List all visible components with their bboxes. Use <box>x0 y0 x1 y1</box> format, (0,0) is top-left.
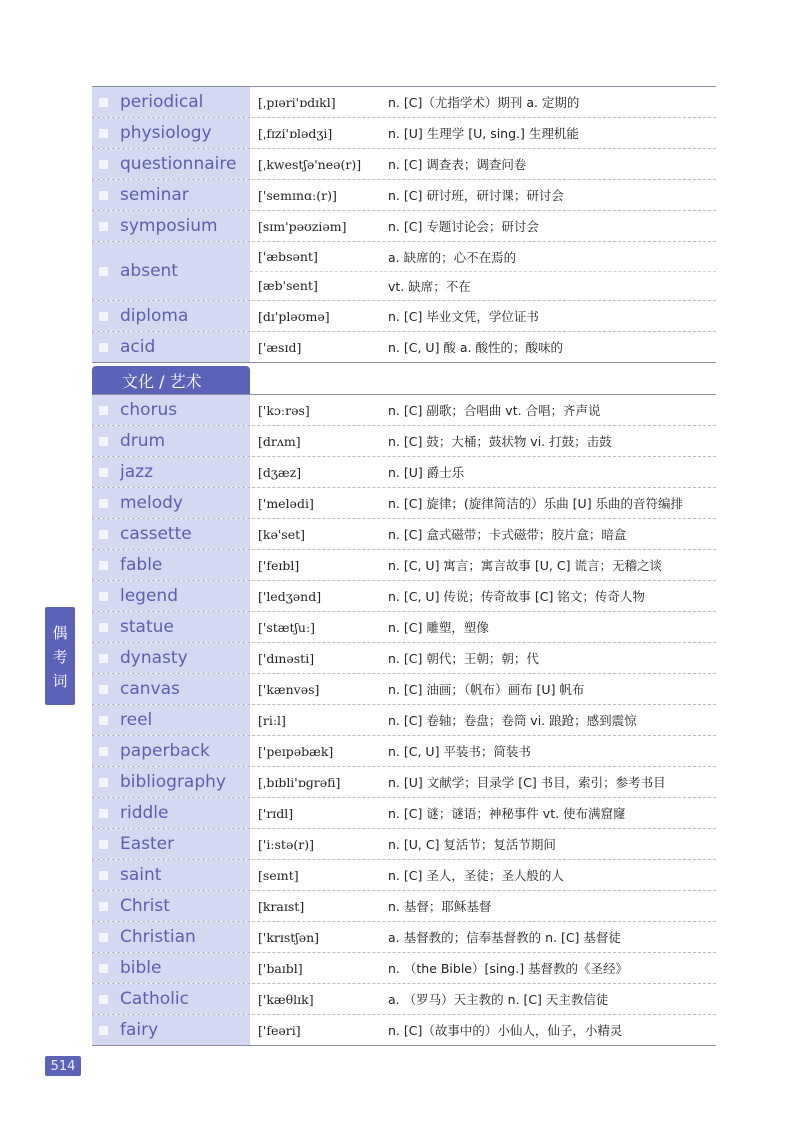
table-row <box>92 953 716 984</box>
section-title: 文化 / 艺术 <box>92 366 250 394</box>
word: seminar <box>120 185 189 205</box>
checkbox-icon[interactable] <box>99 933 108 942</box>
definition: n. [C] 油画；（帆布）画布 [U] 帆布 <box>388 682 585 697</box>
checkbox-icon[interactable] <box>99 654 108 663</box>
phonetic: [dɪ'pləʊmə] <box>258 308 330 324</box>
definition: n. [C]（尤指学术）期刊 a. 定期的 <box>388 95 580 110</box>
sense-line <box>250 271 716 300</box>
table-row <box>92 829 716 860</box>
definition: n. [U] 文献学；目录学 [C] 书目，索引；参考书目 <box>388 775 666 790</box>
checkbox-icon[interactable] <box>99 685 108 694</box>
table-row <box>92 242 716 301</box>
word-cell <box>92 612 250 642</box>
definition: a. 缺席的；心不在焉的 <box>388 249 517 265</box>
word-cell <box>92 488 250 518</box>
phonetic: ['melədi] <box>258 495 314 511</box>
word: fable <box>120 555 163 575</box>
word: symposium <box>120 216 218 236</box>
phonetic: ['feəri] <box>258 1022 301 1038</box>
word-cell <box>92 798 250 828</box>
checkbox-icon[interactable] <box>99 343 108 352</box>
word: saint <box>120 865 162 885</box>
phonetic: [kraɪst] <box>258 898 305 914</box>
phonetic: [seɪnt] <box>258 867 299 883</box>
checkbox-icon[interactable] <box>99 129 108 138</box>
definition: n. [C] 专题讨论会；研讨会 <box>388 219 539 234</box>
side-tab-char: 词 <box>52 671 68 690</box>
definition: n. [C, U] 平装书；简装书 <box>388 744 531 759</box>
table-row <box>92 395 716 426</box>
table-row <box>92 519 716 550</box>
checkbox-icon[interactable] <box>99 623 108 632</box>
word: Catholic <box>120 989 189 1009</box>
side-category-tab <box>45 607 75 705</box>
word: fairy <box>120 1020 159 1040</box>
definition: n. [C] 谜；谜语；神秘事件 vt. 使布满窟窿 <box>388 806 626 821</box>
word: diploma <box>120 306 189 326</box>
word-cell <box>92 519 250 549</box>
table-row <box>92 118 716 149</box>
phonetic: ['semɪnɑː(r)] <box>258 187 337 203</box>
checkbox-icon[interactable] <box>99 437 108 446</box>
table-row <box>92 643 716 674</box>
word: acid <box>120 337 156 357</box>
table-row <box>92 612 716 643</box>
word: riddle <box>120 803 169 823</box>
checkbox-icon[interactable] <box>99 840 108 849</box>
definition: n. [C] 盒式磁带；卡式磁带；胶片盒；暗盒 <box>388 527 627 542</box>
checkbox-icon[interactable] <box>99 716 108 725</box>
phonetic: ['iːstə(r)] <box>258 836 314 852</box>
word-cell <box>92 891 250 921</box>
phonetic: ['ledʒənd] <box>258 588 322 604</box>
definition: n. [C] 研讨班，研讨课；研讨会 <box>388 188 564 203</box>
checkbox-icon[interactable] <box>99 530 108 539</box>
checkbox-icon[interactable] <box>99 160 108 169</box>
vocabulary-table-top <box>92 86 716 363</box>
phonetic: ['baɪbl] <box>258 960 303 976</box>
definition: n. [U, C] 复活节；复活节期间 <box>388 837 556 852</box>
phonetic: [ˌpɪəri'ɒdɪkl] <box>258 94 336 110</box>
word-cell <box>92 180 250 210</box>
checkbox-icon[interactable] <box>99 406 108 415</box>
word: chorus <box>120 400 178 420</box>
definition: n. [C] 毕业文凭，学位证书 <box>388 309 539 324</box>
phonetic: [kə'set] <box>258 526 305 542</box>
phonetic: ['rɪdl] <box>258 805 294 821</box>
checkbox-icon[interactable] <box>99 561 108 570</box>
table-row <box>92 488 716 519</box>
word-cell <box>92 426 250 456</box>
word: dynasty <box>120 648 188 668</box>
phonetic: [drʌm] <box>258 433 301 449</box>
word-cell <box>92 211 250 241</box>
phonetic: ['æsɪd] <box>258 339 302 355</box>
word-cell <box>92 550 250 580</box>
table-row <box>92 149 716 180</box>
checkbox-icon[interactable] <box>99 1026 108 1035</box>
phonetic: [dʒæz] <box>258 464 302 480</box>
section-header <box>92 366 716 395</box>
table-row <box>92 301 716 332</box>
word-cell <box>92 767 250 797</box>
definition: n. [C, U] 传说；传奇故事 [C] 铭文；传奇人物 <box>388 589 645 604</box>
definition: n. 基督；耶稣基督 <box>388 899 492 914</box>
definition: n. [C] 卷轴；卷盘；卷筒 vi. 踉跄；感到震惊 <box>388 713 637 728</box>
checkbox-icon[interactable] <box>99 222 108 231</box>
word: absent <box>120 261 178 281</box>
table-row <box>92 891 716 922</box>
definition: n. [C, U] 寓言；寓言故事 [U, C] 谎言；无稽之谈 <box>388 558 662 573</box>
table-row <box>92 332 716 363</box>
section-rows <box>92 395 716 1046</box>
definition: n. [U] 爵士乐 <box>388 465 465 480</box>
word-cell <box>92 922 250 952</box>
phonetic: ['peɪpəbæk] <box>258 743 334 759</box>
table-row <box>92 457 716 488</box>
definition: n. [C] 调查表；调查问卷 <box>388 157 527 172</box>
word-cell <box>92 736 250 766</box>
word-cell <box>92 581 250 611</box>
word: Christ <box>120 896 170 916</box>
phonetic: [ˌkwestʃə'neə(r)] <box>258 156 362 172</box>
phonetic: ['kɔːrəs] <box>258 402 310 418</box>
table-row <box>92 798 716 829</box>
phonetic: ['stætʃuː] <box>258 619 316 635</box>
word: statue <box>120 617 174 637</box>
word: bibliography <box>120 772 226 792</box>
culture-art-section <box>92 366 716 1046</box>
table-row <box>92 736 716 767</box>
word: melody <box>120 493 183 513</box>
word-cell <box>92 301 250 331</box>
checkbox-icon[interactable] <box>99 592 108 601</box>
word-cell <box>92 643 250 673</box>
checkbox-icon[interactable] <box>99 902 108 911</box>
word-cell <box>92 1015 250 1045</box>
word: questionnaire <box>120 154 237 174</box>
word-cell <box>92 149 250 179</box>
definition: n. [C] 雕塑，塑像 <box>388 620 489 635</box>
table-row <box>92 1015 716 1046</box>
word-cell <box>92 457 250 487</box>
definition: n. [U] 生理学 [U, sing.] 生理机能 <box>388 126 579 141</box>
phonetic: [riːl] <box>258 712 286 728</box>
side-tab-char: 偶 <box>52 623 68 642</box>
definition: n. [C]（故事中的）小仙人，仙子，小精灵 <box>388 1023 623 1038</box>
table-row <box>92 581 716 612</box>
word-cell <box>92 829 250 859</box>
phonetic: [ˌbɪbli'ɒɡrəfi] <box>258 774 341 790</box>
checkbox-icon[interactable] <box>99 267 108 276</box>
word-cell <box>92 395 250 425</box>
word: reel <box>120 710 153 730</box>
word: Easter <box>120 834 175 854</box>
definition: n. [C] 副歌；合唱曲 vt. 合唱；齐声说 <box>388 403 601 418</box>
word: jazz <box>120 462 153 482</box>
word: drum <box>120 431 166 451</box>
table-row <box>92 211 716 242</box>
definition: n. （the Bible）[sing.] 基督教的《圣经》 <box>388 961 629 976</box>
word: canvas <box>120 679 180 699</box>
definition: n. [C] 鼓；大桶；鼓状物 vi. 打鼓；击鼓 <box>388 434 612 449</box>
word: cassette <box>120 524 192 544</box>
sense-line <box>250 243 716 271</box>
word-cell <box>92 984 250 1014</box>
definition: n. [C] 朝代；王朝；朝；代 <box>388 651 539 666</box>
table-row <box>92 860 716 891</box>
table-row <box>92 550 716 581</box>
phonetic: ['kænvəs] <box>258 681 320 697</box>
checkbox-icon[interactable] <box>99 964 108 973</box>
phonetic: ['æbsənt] <box>258 249 318 264</box>
word-cell <box>92 674 250 704</box>
word-cell <box>92 332 250 362</box>
table-row <box>92 705 716 736</box>
checkbox-icon[interactable] <box>99 809 108 818</box>
multi-sense <box>250 243 716 300</box>
definition: n. [C] 旋律；(旋律简洁的）乐曲 [U] 乐曲的音符编排 <box>388 496 684 511</box>
word-cell <box>92 953 250 983</box>
checkbox-icon[interactable] <box>99 98 108 107</box>
word: paperback <box>120 741 210 761</box>
phonetic: [ˌfɪzi'ɒlədʒi] <box>258 125 333 141</box>
checkbox-icon[interactable] <box>99 747 108 756</box>
checkbox-icon[interactable] <box>99 995 108 1004</box>
table-row <box>92 674 716 705</box>
phonetic: ['kæθlɪk] <box>258 991 314 1007</box>
table-row <box>92 922 716 953</box>
definition: n. [C] 圣人，圣徒；圣人般的人 <box>388 868 564 883</box>
checkbox-icon[interactable] <box>99 312 108 321</box>
word: Christian <box>120 927 196 947</box>
word: periodical <box>120 92 204 112</box>
side-tab-char: 考 <box>52 647 68 666</box>
table-row <box>92 984 716 1015</box>
checkbox-icon[interactable] <box>99 871 108 880</box>
checkbox-icon[interactable] <box>99 778 108 787</box>
phonetic: ['krɪstʃən] <box>258 929 320 945</box>
word: bible <box>120 958 162 978</box>
phonetic: ['feɪbl] <box>258 557 300 573</box>
table-row <box>92 767 716 798</box>
table-row <box>92 87 716 118</box>
checkbox-icon[interactable] <box>99 191 108 200</box>
definition: a. 基督教的；信奉基督教的 n. [C] 基督徒 <box>388 930 621 945</box>
definition: a. （罗马）天主教的 n. [C] 天主教信徒 <box>388 992 609 1007</box>
table-row <box>92 180 716 211</box>
phonetic: [sɪm'pəʊziəm] <box>258 218 347 234</box>
phonetic: [æb'sent] <box>258 278 318 293</box>
word-cell <box>92 242 250 300</box>
word-cell <box>92 87 250 117</box>
word: physiology <box>120 123 212 143</box>
word: legend <box>120 586 178 606</box>
definition: vt. 缺席；不在 <box>388 278 471 294</box>
checkbox-icon[interactable] <box>99 499 108 508</box>
table-row <box>92 426 716 457</box>
word-cell <box>92 705 250 735</box>
word-cell <box>92 860 250 890</box>
phonetic: ['dɪnəsti] <box>258 650 315 666</box>
word-cell <box>92 118 250 148</box>
checkbox-icon[interactable] <box>99 468 108 477</box>
page-number: 514 <box>45 1056 81 1076</box>
definition: n. [C, U] 酸 a. 酸性的；酸味的 <box>388 340 564 355</box>
